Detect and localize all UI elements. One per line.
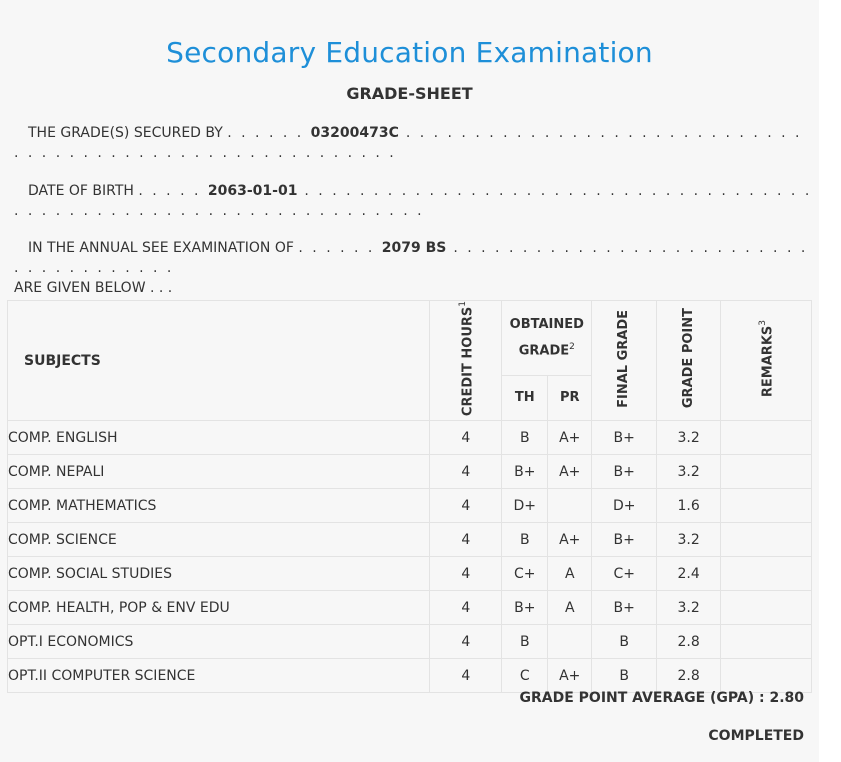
header-grade-point: GRADE POINT bbox=[657, 301, 721, 421]
grades-table bbox=[7, 300, 812, 693]
grade-point-cell: 1.6 bbox=[657, 489, 721, 523]
final-grade-cell: C+ bbox=[592, 557, 657, 591]
header-th: TH bbox=[502, 375, 548, 420]
subject-cell: COMP. MATHEMATICS bbox=[8, 489, 430, 523]
pr-grade-cell: A+ bbox=[548, 421, 592, 455]
exam-label: IN THE ANNUAL SEE EXAMINATION OF bbox=[28, 240, 294, 256]
subject-cell: COMP. ENGLISH bbox=[8, 421, 430, 455]
page-subtitle: GRADE-SHEET bbox=[346, 84, 473, 103]
table-row bbox=[8, 557, 812, 591]
header-credit-hours: CREDIT HOURS$^1$ bbox=[430, 301, 502, 421]
remarks-cell bbox=[721, 557, 812, 591]
header-final-grade: FINAL GRADE bbox=[592, 301, 657, 421]
remarks-cell bbox=[721, 421, 812, 455]
remarks-cell bbox=[721, 625, 812, 659]
credit-cell: 4 bbox=[430, 557, 502, 591]
final-grade-cell: B+ bbox=[592, 455, 657, 489]
table-row bbox=[8, 591, 812, 625]
remarks-cell bbox=[721, 455, 812, 489]
table-row bbox=[8, 659, 812, 693]
th-grade-cell: B bbox=[502, 523, 548, 557]
grade-point-cell: 3.2 bbox=[657, 591, 721, 625]
table-row bbox=[8, 455, 812, 489]
subject-cell: OPT.II COMPUTER SCIENCE bbox=[8, 659, 430, 693]
credit-cell: 4 bbox=[430, 625, 502, 659]
final-grade-cell: B bbox=[592, 659, 657, 693]
pr-grade-cell bbox=[548, 489, 592, 523]
remarks-cell bbox=[721, 659, 812, 693]
dot-leader: . . . . . bbox=[138, 183, 208, 199]
symbol-number: 03200473C bbox=[310, 125, 399, 141]
grade-point-cell: 2.8 bbox=[657, 659, 721, 693]
dot-leader: . . . . . . bbox=[298, 240, 382, 256]
header-remarks: REMARKS$^3$ bbox=[721, 301, 812, 421]
dot-leader: . . . . . . . . . . . . . . . . . . . . . . . . . . . . . . . . . . . . . . . . . . . . . . . . . . . . . . . . . bbox=[14, 125, 802, 161]
remarks-cell bbox=[721, 523, 812, 557]
header-pr: PR bbox=[548, 375, 592, 420]
grade-point-cell: 3.2 bbox=[657, 523, 721, 557]
final-grade-cell: B bbox=[592, 625, 657, 659]
th-grade-cell: B+ bbox=[502, 455, 548, 489]
grade-point-cell: 2.8 bbox=[657, 625, 721, 659]
pr-grade-cell: A bbox=[548, 557, 592, 591]
th-grade-cell: C+ bbox=[502, 557, 548, 591]
final-grade-cell: B+ bbox=[592, 421, 657, 455]
credit-cell: 4 bbox=[430, 591, 502, 625]
subject-cell: COMP. SCIENCE bbox=[8, 523, 430, 557]
credit-cell: 4 bbox=[430, 421, 502, 455]
dot-leader: . . . . . . . . . . . . . . . . . . . . . . . . . . . . . . . . . . . . . . bbox=[14, 240, 808, 276]
pr-grade-cell bbox=[548, 625, 592, 659]
subject-cell: COMP. NEPALI bbox=[8, 455, 430, 489]
remarks-cell bbox=[721, 591, 812, 625]
table-row bbox=[8, 489, 812, 523]
table-row bbox=[8, 625, 812, 659]
status-text: COMPLETED bbox=[708, 728, 804, 744]
header-obtained-grade: OBTAINED GRADE$^2$ bbox=[502, 301, 592, 376]
th-grade-cell: D+ bbox=[502, 489, 548, 523]
grade-point-cell: 2.4 bbox=[657, 557, 721, 591]
remarks-cell bbox=[721, 489, 812, 523]
given-below-text: ARE GIVEN BELOW . . . bbox=[14, 280, 173, 296]
header-subjects: SUBJECTS bbox=[8, 301, 430, 421]
dot-leader: . . . . . . bbox=[227, 125, 311, 141]
page-title: Secondary Education Examination bbox=[166, 36, 653, 69]
table-row bbox=[8, 523, 812, 557]
credit-cell: 4 bbox=[430, 523, 502, 557]
credit-cell: 4 bbox=[430, 455, 502, 489]
exam-year: 2079 BS bbox=[381, 240, 447, 256]
secured-by-line bbox=[14, 123, 814, 163]
subject-cell: COMP. HEALTH, POP & ENV EDU bbox=[8, 591, 430, 625]
dot-leader: . . . . . . . . . . . . . . . . . . . . . . . . . . . . . . . . . . . . . . . . . . . . . . . . . . . . . . . . . . . . . . . . . . . bbox=[14, 183, 812, 219]
exam-line bbox=[14, 238, 814, 298]
th-grade-cell: B bbox=[502, 421, 548, 455]
dob-line bbox=[14, 181, 814, 221]
final-grade-cell: D+ bbox=[592, 489, 657, 523]
th-grade-cell: B bbox=[502, 625, 548, 659]
th-grade-cell: C bbox=[502, 659, 548, 693]
grade-point-cell: 3.2 bbox=[657, 455, 721, 489]
final-grade-cell: B+ bbox=[592, 591, 657, 625]
pr-grade-cell: A+ bbox=[548, 523, 592, 557]
secured-by-label: THE GRADE(S) SECURED BY bbox=[28, 125, 223, 141]
dob-value: 2063-01-01 bbox=[207, 183, 298, 199]
gpa-summary: GRADE POINT AVERAGE (GPA) : 2.80 bbox=[519, 690, 804, 706]
table-row bbox=[8, 421, 812, 455]
pr-grade-cell: A+ bbox=[548, 659, 592, 693]
credit-cell: 4 bbox=[430, 659, 502, 693]
subject-cell: COMP. SOCIAL STUDIES bbox=[8, 557, 430, 591]
dob-label: DATE OF BIRTH bbox=[28, 183, 134, 199]
grade-point-cell: 3.2 bbox=[657, 421, 721, 455]
pr-grade-cell: A bbox=[548, 591, 592, 625]
th-grade-cell: B+ bbox=[502, 591, 548, 625]
pr-grade-cell: A+ bbox=[548, 455, 592, 489]
credit-cell: 4 bbox=[430, 489, 502, 523]
final-grade-cell: B+ bbox=[592, 523, 657, 557]
subject-cell: OPT.I ECONOMICS bbox=[8, 625, 430, 659]
